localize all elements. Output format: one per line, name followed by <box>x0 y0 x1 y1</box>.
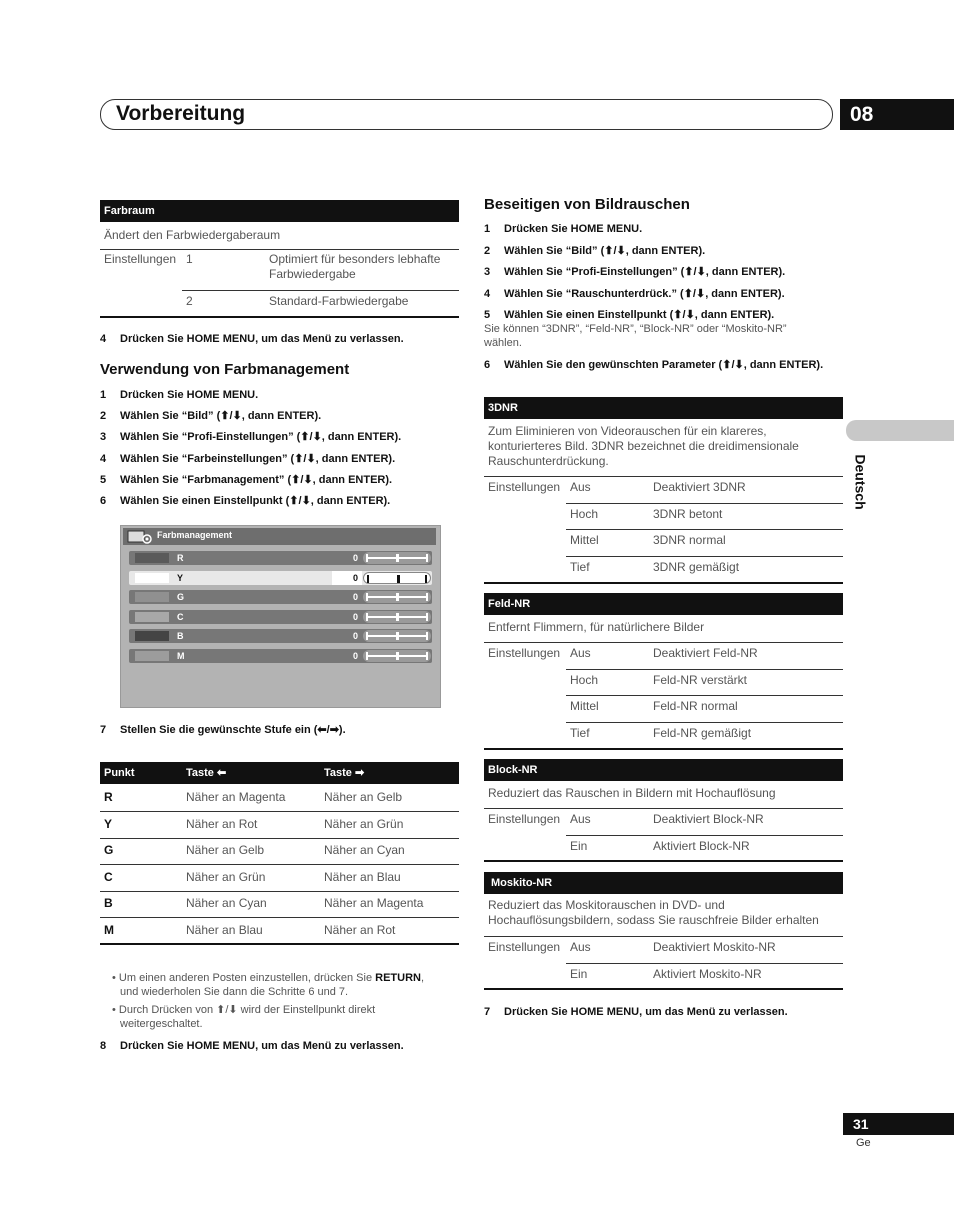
step-text: Wählen Sie “Bild” (⬆/⬇, dann ENTER). <box>504 245 706 257</box>
step-item <box>484 308 774 322</box>
feld-nr-desc: Entfernt Flimmern, für natürlichere Bilder <box>488 620 705 634</box>
divider <box>566 695 843 696</box>
option-name: Hoch <box>570 672 599 687</box>
table-cell-right: Näher an Rot <box>324 922 396 937</box>
color-swatch <box>135 631 169 641</box>
slider-end <box>426 613 428 621</box>
option-desc: Deaktiviert Block-NR <box>653 812 764 826</box>
note-text: Durch Drücken von ⬆/⬇ wird der Einstellpunkt direkt <box>118 1004 376 1016</box>
row-value: 0 <box>352 592 358 602</box>
desc-line: Reduziert das Moskitorauschen in DVD- und <box>488 898 725 912</box>
3dnr-bar: 3DNR <box>484 397 843 419</box>
step-text: Wählen Sie den gewünschten Parameter (⬆/⬇, dann ENTER). <box>504 359 824 371</box>
option-name: Aus <box>570 646 591 660</box>
adjust-row <box>129 571 432 585</box>
adjust-row <box>129 649 432 663</box>
step-item <box>100 1039 404 1053</box>
option-name: Mittel <box>570 699 599 713</box>
adjust-row <box>129 629 432 643</box>
step-item <box>484 265 785 279</box>
table-cell-punkt: G <box>104 843 114 857</box>
header-punkt: Punkt <box>104 767 135 779</box>
step-text: Drücken Sie HOME MENU. <box>504 223 643 235</box>
screen-titlebar <box>123 528 436 545</box>
step-item <box>484 222 642 236</box>
adjust-row <box>129 551 432 565</box>
row-label: R <box>177 553 184 563</box>
step-item <box>100 332 404 346</box>
step-item <box>100 494 390 508</box>
divider <box>484 808 843 809</box>
note-text: weitergeschaltet. <box>120 1018 203 1030</box>
step-note: Sie können “3DNR”, “Feld-NR”, “Block-NR” oder “Moskito-NR” <box>484 323 787 335</box>
table-cell-right: Näher an Blau <box>324 869 401 884</box>
step-number: 5 <box>100 474 107 486</box>
table-cell-right: Näher an Cyan <box>324 843 405 857</box>
option-name: Tief <box>570 725 590 740</box>
step-item <box>484 1005 788 1019</box>
table-cell-left: Näher an Blau <box>186 922 263 937</box>
step-item <box>100 723 346 737</box>
section-title: Verwendung von Farbmanagement <box>100 361 350 378</box>
option-number: 2 <box>186 294 193 308</box>
settings-label: Einstellungen <box>488 812 561 826</box>
note-item <box>112 971 457 999</box>
option-desc: Feld-NR verstärkt <box>653 672 748 687</box>
step-text: Wählen Sie einen Einstellpunkt (⬆/⬇, dann ENTER). <box>504 309 775 321</box>
slider-end <box>366 632 368 640</box>
option-desc: Deaktiviert Feld-NR <box>653 646 758 660</box>
page-number: 31 <box>843 1113 954 1135</box>
level-slider <box>363 630 431 642</box>
option-text: Optimiert für besonders lebhafte Farbwiedergabe <box>269 252 441 281</box>
option-desc: Aktiviert Moskito-NR <box>653 966 762 981</box>
divider <box>566 963 843 964</box>
step-item <box>100 409 321 423</box>
slider-end <box>425 575 427 583</box>
color-swatch <box>135 651 169 661</box>
slider-end <box>426 593 428 601</box>
color-swatch <box>135 573 169 583</box>
step-number: 6 <box>100 495 107 507</box>
step-number: 1 <box>484 223 491 235</box>
step-item <box>100 388 258 402</box>
option-name: Ein <box>570 966 588 981</box>
row-value: 0 <box>352 650 358 661</box>
table-bottom-rule <box>484 748 843 750</box>
settings-label: Einstellungen <box>488 940 561 954</box>
table-cell-left: Näher an Gelb <box>186 843 265 857</box>
option-name: Aus <box>570 940 591 954</box>
table-cell-punkt: R <box>104 790 113 804</box>
level-slider <box>363 552 431 564</box>
level-slider <box>363 591 431 603</box>
step-number: 3 <box>484 266 491 278</box>
divider <box>566 835 843 836</box>
row-label: Y <box>177 572 184 583</box>
divider <box>100 917 459 918</box>
step-number: 5 <box>484 309 491 321</box>
option-desc: Aktiviert Block-NR <box>653 838 750 853</box>
desc-line: Zum Eliminieren von Videorauschen für ein klareres, <box>488 424 767 438</box>
level-slider <box>363 650 431 662</box>
row-label: G <box>177 592 185 602</box>
step-text: Wählen Sie “Profi-Einstellungen” (⬆/⬇, dann ENTER). <box>504 266 786 278</box>
option-name: Hoch <box>570 506 599 521</box>
divider <box>100 891 459 892</box>
option-name: Aus <box>570 480 591 494</box>
table-cell-left: Näher an Grün <box>186 869 266 884</box>
slider-end <box>366 554 368 562</box>
divider <box>100 838 459 839</box>
slider-end <box>426 652 428 660</box>
option-name: Mittel <box>570 533 599 547</box>
row-value: 0 <box>352 631 358 641</box>
divider <box>100 249 459 250</box>
language-tab <box>846 420 954 441</box>
divider <box>566 529 843 530</box>
row-label: M <box>177 650 185 661</box>
step-text: Drücken Sie HOME MENU, um das Menü zu verlassen. <box>120 1040 404 1052</box>
table-bottom-rule <box>100 943 459 945</box>
step-number: 4 <box>484 288 491 300</box>
step-item <box>484 287 785 301</box>
block-nr-desc: Reduziert das Rauschen in Bildern mit Hochauflösung <box>488 786 776 800</box>
step-number: 2 <box>100 410 107 422</box>
level-slider <box>363 572 431 584</box>
option-desc: Deaktiviert Moskito-NR <box>653 940 776 954</box>
step-number: 6 <box>484 359 491 371</box>
language-text: Deutsch <box>852 454 869 510</box>
step-text: Wählen Sie “Farbeinstellungen” (⬆/⬇, dann ENTER). <box>120 453 396 465</box>
adjust-row <box>129 610 432 624</box>
step-text: Drücken Sie HOME MENU. <box>120 389 259 401</box>
3dnr-desc <box>484 420 847 473</box>
desc-line: Rauschunterdrückung. <box>488 454 609 468</box>
divider <box>566 556 843 557</box>
section-title: Beseitigen von Bildrauschen <box>484 196 690 213</box>
option-name: Tief <box>570 559 590 574</box>
option-number: 1 <box>186 252 193 266</box>
step-text: Wählen Sie “Profi-Einstellungen” (⬆/⬇, dann ENTER). <box>120 431 402 443</box>
divider <box>100 811 459 812</box>
option-desc: 3DNR betont <box>653 506 723 521</box>
block-nr-bar: Block-NR <box>484 759 843 781</box>
table-cell-punkt: M <box>104 922 114 937</box>
slider-end <box>426 632 428 640</box>
step-item <box>100 473 392 487</box>
option-desc: Feld-NR normal <box>653 699 738 713</box>
row-label: B <box>177 631 184 641</box>
table-bottom-rule <box>484 582 843 584</box>
table-cell-right: Näher an Magenta <box>324 896 424 910</box>
step-number: 7 <box>100 724 107 736</box>
settings-label: Einstellungen <box>488 646 561 660</box>
page-title: Vorbereitung <box>116 102 246 125</box>
level-slider <box>363 611 431 623</box>
step-text: Stellen Sie die gewünschte Stufe ein (⬅/➡). <box>120 724 346 736</box>
settings-icon <box>127 529 153 544</box>
table-cell-punkt: C <box>104 869 113 884</box>
color-swatch <box>135 612 169 622</box>
settings-label: Einstellungen <box>104 252 177 266</box>
table-cell-punkt: B <box>104 896 113 910</box>
step-text: Wählen Sie “Rauschunterdrück.” (⬆/⬇, dann ENTER). <box>504 288 785 300</box>
table-cell-right: Näher an Gelb <box>324 790 403 804</box>
row-value: 0 <box>352 553 358 563</box>
option-desc: Deaktiviert 3DNR <box>653 480 746 494</box>
row-value: 0 <box>332 571 362 585</box>
step-text: Wählen Sie “Farbmanagement” (⬆/⬇, dann ENTER). <box>120 474 393 486</box>
table-cell-punkt: Y <box>104 816 113 831</box>
slider-end <box>426 554 428 562</box>
header-taste-left: Taste ⬅ <box>186 767 227 779</box>
option-name: Ein <box>570 838 588 853</box>
slider-end <box>367 575 369 583</box>
desc-line: konturierteres Bild. 3DNR bezeichnet die dreidimensionale <box>488 439 799 453</box>
divider <box>484 936 843 937</box>
step-number: 2 <box>484 245 491 257</box>
step-number: 3 <box>100 431 107 443</box>
page-lang-code: Ge <box>856 1137 871 1149</box>
slider-knob <box>396 554 399 562</box>
step-text: Drücken Sie HOME MENU, um das Menü zu verlassen. <box>120 333 404 345</box>
step-note: wählen. <box>484 337 522 349</box>
step-number: 4 <box>100 333 107 345</box>
note-item <box>112 1003 457 1031</box>
bullet: • <box>112 972 116 984</box>
row-value: 0 <box>352 611 358 622</box>
bullet: • <box>112 1004 116 1016</box>
table-cell-left: Näher an Magenta <box>186 790 286 804</box>
slider-knob <box>397 575 400 583</box>
divider <box>484 476 843 477</box>
moskito-nr-bar: Moskito-NR <box>484 872 843 894</box>
step-number: 7 <box>484 1006 491 1018</box>
step-text: Drücken Sie HOME MENU, um das Menü zu verlassen. <box>504 1006 788 1018</box>
table-cell-left: Näher an Cyan <box>186 896 267 910</box>
step-item <box>484 358 823 372</box>
slider-knob <box>396 613 399 621</box>
chapter-badge: 08 <box>840 99 954 130</box>
language-label <box>845 452 885 512</box>
option-desc: Feld-NR gemäßigt <box>653 725 752 740</box>
step-number: 1 <box>100 389 107 401</box>
step-item <box>100 430 401 444</box>
table-bottom-rule <box>100 316 459 318</box>
row-label: C <box>177 611 184 622</box>
note-text: , <box>420 972 425 984</box>
desc-line: Hochauflösungsbildern, sodass Sie rauschfreie Bilder erhalten <box>488 913 819 927</box>
option-desc: 3DNR gemäßigt <box>653 559 740 574</box>
feld-nr-bar: Feld-NR <box>484 593 843 615</box>
slider-knob <box>396 593 399 601</box>
note-key: RETURN <box>375 972 421 984</box>
option-text: Standard-Farbwiedergabe <box>269 294 409 308</box>
step-text: Wählen Sie einen Einstellpunkt (⬆/⬇, dann ENTER). <box>120 495 391 507</box>
screen-title: Farbmanagement <box>157 530 233 540</box>
color-swatch <box>135 592 169 602</box>
divider <box>484 642 843 643</box>
header-taste-right: Taste ➡ <box>324 767 365 779</box>
step-text: Wählen Sie “Bild” (⬆/⬇, dann ENTER). <box>120 410 322 422</box>
slider-knob <box>396 632 399 640</box>
slider-end <box>366 593 368 601</box>
moskito-nr-desc <box>484 894 847 932</box>
divider <box>100 864 459 865</box>
step-item <box>100 452 395 466</box>
divider <box>566 722 843 723</box>
table-header <box>100 762 459 784</box>
color-swatch <box>135 553 169 563</box>
note-text: und wiederholen Sie dann die Schritte 6 und 7. <box>120 986 349 998</box>
farbmanagement-screen <box>120 525 441 708</box>
slider-end <box>366 613 368 621</box>
table-bottom-rule <box>484 860 843 862</box>
slider-knob <box>396 652 399 660</box>
divider <box>566 503 843 504</box>
option-desc: 3DNR normal <box>653 533 726 547</box>
farbraum-bar: Farbraum <box>100 200 459 222</box>
table-cell-left: Näher an Rot <box>186 816 258 831</box>
settings-label: Einstellungen <box>488 480 561 494</box>
step-item <box>484 244 705 258</box>
adjust-row <box>129 590 432 604</box>
note-text: Um einen anderen Posten einzustellen, drücken Sie <box>118 972 376 984</box>
option-name: Aus <box>570 812 591 826</box>
step-number: 4 <box>100 453 107 465</box>
divider <box>566 669 843 670</box>
farbraum-desc: Ändert den Farbwiedergaberaum <box>104 228 281 242</box>
table-cell-right: Näher an Grün <box>324 816 404 831</box>
divider <box>182 290 459 291</box>
slider-end <box>366 652 368 660</box>
step-number: 8 <box>100 1040 107 1052</box>
table-bottom-rule <box>484 988 843 990</box>
